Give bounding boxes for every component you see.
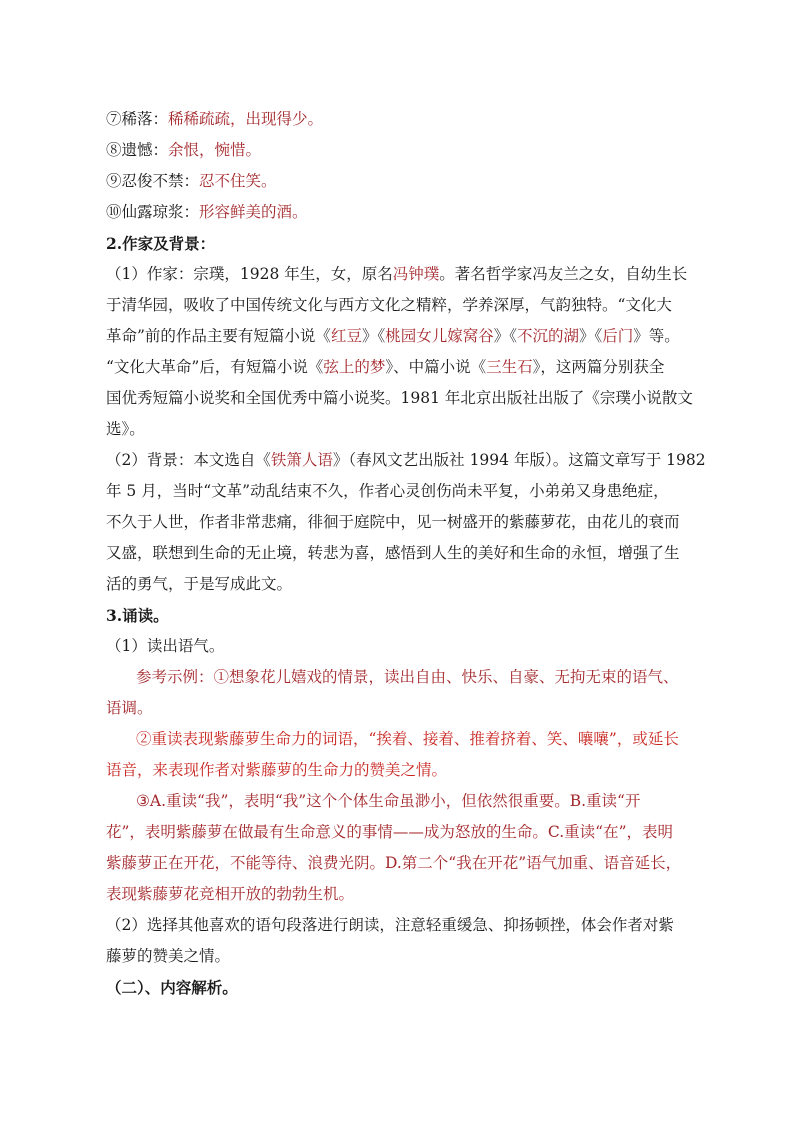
example-line: 语音，来表现作者对紫藤萝的生命力的赞美之情。 bbox=[106, 761, 448, 779]
text-run: “文化大革命”后，有短篇小说《 bbox=[106, 358, 324, 376]
text-run: （1）作家：宗璞，1928 年生，女，原名 bbox=[106, 265, 393, 283]
text-run: 》《 bbox=[579, 327, 603, 345]
text-run: 。著名哲学家冯友兰之女，自幼生长 bbox=[439, 265, 688, 283]
vocab-definition: 余恨，惋惜。 bbox=[168, 141, 262, 159]
text-run: 》《 bbox=[493, 327, 517, 345]
text-run: 国优秀短篇小说奖和全国优秀中篇小说奖。1981 年北京出版社出版了《宗璞小说散文 bbox=[106, 389, 693, 407]
example-line: 参考示例：①想象花儿嬉戏的情景，读出自由、快乐、自豪、无拘无束的语气、 bbox=[136, 668, 679, 686]
author-line bbox=[106, 259, 696, 290]
author-line bbox=[106, 383, 696, 414]
author-line bbox=[106, 352, 696, 383]
example-line: 紫藤萝正在开花，不能等待、浪费光阴。D.第二个“我在开花”语气加重、语音延长， bbox=[106, 854, 682, 872]
text-run: 》等。 bbox=[633, 327, 680, 345]
text-run: 选》。 bbox=[106, 420, 145, 438]
vocab-item bbox=[106, 104, 696, 135]
background-line bbox=[106, 569, 696, 600]
author-line bbox=[106, 321, 696, 352]
author-name: 冯钟璞 bbox=[392, 265, 440, 283]
text-run: 于清华园，吸收了中国传统文化与西方文化之精粹，学养深厚，气韵独特。“文化大 bbox=[106, 296, 672, 314]
work-title: 后门 bbox=[602, 327, 634, 345]
question-line: （2）选择其他喜欢的语句段落进行朗读，注意轻重缓急、抑扬顿挫，体会作者对紫 bbox=[106, 916, 674, 934]
vocab-term: ⑦稀落： bbox=[106, 110, 169, 128]
vocab-term: ⑩仙露琼浆： bbox=[106, 203, 200, 221]
text-run: 不久于人世，作者非常悲痛，徘徊于庭院中，见一树盛开的紫藤萝花，由花儿的衰而 bbox=[106, 513, 680, 531]
text-run: 年 5 月，当时“文革”动乱结束不久，作者心灵创伤尚未平复，小弟弟又身患绝症， bbox=[106, 482, 669, 500]
vocab-item bbox=[106, 166, 696, 197]
text-run: 》《 bbox=[361, 327, 386, 345]
background-line bbox=[106, 445, 706, 476]
example-line: 花”，表明紫藤萝在做最有生命意义的事情——成为怒放的生命。C.重读“在”，表明 bbox=[106, 823, 674, 841]
text-run: 又盛，联想到生命的无止境，转悲为喜，感悟到人生的美好和生命的永恒，增强了生 bbox=[106, 544, 680, 562]
work-title: 三生石 bbox=[486, 358, 533, 376]
question-line: （1）读出语气。 bbox=[106, 637, 225, 655]
section-heading: 3.诵读。 bbox=[106, 606, 169, 625]
text-run: 革命”前的作品主要有短篇小说《 bbox=[106, 327, 331, 345]
document-page bbox=[106, 104, 706, 1003]
work-title: 红豆 bbox=[330, 327, 362, 345]
work-title: 桃园女儿嫁窝谷 bbox=[385, 327, 494, 345]
text-run: （2）背景：本文选自《 bbox=[106, 451, 271, 469]
vocab-definition: 忍不住笑。 bbox=[199, 172, 277, 190]
work-title: 不沉的湖 bbox=[517, 327, 580, 345]
vocab-term: ⑨忍俊不禁： bbox=[106, 172, 200, 190]
example-line: 语调。 bbox=[106, 699, 153, 717]
section-heading: （二）、内容解析。 bbox=[106, 978, 238, 997]
example-line: ③A.重读“我”，表明“我”这个个体生命虽渺小，但依然很重要。B.重读“开 bbox=[136, 792, 641, 810]
source-title: 铁箫人语 bbox=[270, 451, 333, 469]
text-run: 》（春风文艺出版社 1994 年版）。这篇文章写于 1982 bbox=[332, 451, 706, 469]
author-line bbox=[106, 290, 696, 321]
section-heading: 2.作家及背景： bbox=[106, 234, 216, 253]
vocab-term: ⑧遗憾： bbox=[106, 141, 169, 159]
background-line bbox=[106, 507, 696, 538]
author-line bbox=[106, 414, 696, 445]
background-line bbox=[106, 476, 696, 507]
question-line: 藤萝的赞美之情。 bbox=[106, 947, 231, 965]
vocab-item bbox=[106, 135, 696, 166]
vocab-definition: 稀稀疏疏，出现得少。 bbox=[168, 110, 324, 128]
work-title: 弦上的梦 bbox=[323, 358, 386, 376]
background-line bbox=[106, 538, 696, 569]
text-run: 》，这两篇分别获全 bbox=[532, 358, 665, 376]
vocab-definition: 形容鲜美的酒。 bbox=[199, 203, 308, 221]
example-line: 表现紫藤萝花竞相开放的勃勃生机。 bbox=[106, 885, 355, 903]
text-run: 》、中篇小说《 bbox=[385, 358, 487, 376]
text-run: 活的勇气，于是写成此文。 bbox=[106, 575, 293, 593]
example-line: ②重读表现紫藤萝生命力的词语，“挨着、接着、推着挤着、笑、嚷嚷”，或延长 bbox=[136, 730, 679, 748]
vocab-item bbox=[106, 197, 696, 228]
